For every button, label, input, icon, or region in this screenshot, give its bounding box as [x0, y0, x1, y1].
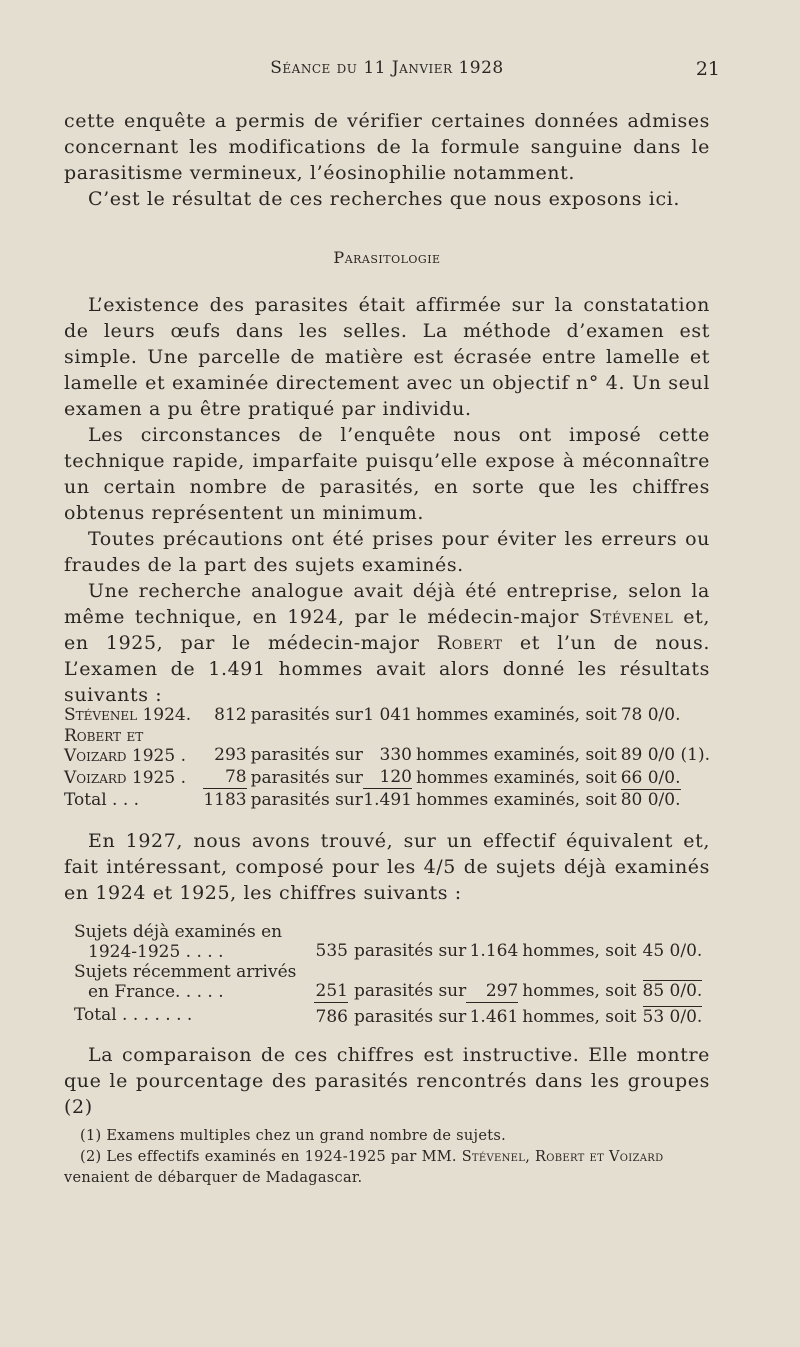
table-row: Voizard 1925 . 78 parasités sur 120 hommes examinés, soit 66 0/0. [64, 767, 681, 788]
intro-paragraph-1: cette enquête a permis de vérifier certaines données admises concernant les modifications de la formule sanguine dans le parasitisme vermineux, l’éosinophilie notamment. [64, 110, 710, 184]
section-paragraph-3: Toutes précautions ont été prises pour éviter les erreurs ou fraudes de la part des sujets examinés. [64, 528, 710, 576]
section-paragraph-1: L’existence des parasites était affirmée sur la constatation de leurs œufs dans les selles. La méthode d’examen est simple. Une parcelle de matière est écrasée entre lamelle et lamelle et examinée directement avec un objectif n° 4. Un seul examen a pu être pratiqué par individu. [64, 294, 710, 420]
footnote-1: (1) Examens multiples chez un grand nombre de sujets. [80, 1128, 507, 1144]
intro-paragraph-2: C’est le résultat de ces recherches que nous exposons ici. [88, 188, 680, 210]
table-row: Sujets déjà examinés en 1924-1925 . . . . 535 parasités sur 1.164 hommes, soit 45 0/0. [74, 922, 703, 962]
table-row: Sujets récemment arrivés en France. . . . . 251 parasités sur 297 hommes, soit 85 0/0. [74, 962, 703, 1002]
table-total-row: Total . . . 1183 parasités sur 1.491 hommes examinés, soit 80 0/0. [64, 790, 681, 810]
running-head [64, 58, 720, 88]
table-total-row: Total . . . . . . . 786 parasités sur 1.461 hommes, soit 53 0/0. [74, 1002, 702, 1028]
results-table-1924-1925 [64, 704, 710, 811]
section-paragraph-2: Les circonstances de l’enquête nous ont imposé cette technique rapide, imparfaite puisqu’elle expose à méconnaître un certain nombre de parasités, en sorte que les chiffres obtenus représentent un minimum. [64, 424, 710, 524]
footnotes [64, 1126, 710, 1189]
middle-text [64, 828, 710, 906]
author-name: Robert [436, 632, 503, 654]
table-row: Robert et Voizard 1925 . 293 parasités sur 330 hommes examinés, soit 89 0/0 (1). [64, 726, 710, 766]
author-name: Stévenel [588, 606, 674, 628]
table-row: Stévenel 1924. 812 parasités sur 1 041 hommes examinés, soit 78 0/0. [64, 705, 681, 725]
section-paragraph-4: Une recherche analogue avait déjà été entreprise, selon la même technique, en 1924, par le médecin-major Stévenel et, en 1925, par le médecin-major Robert et l’un de nous. L’examen de 1.491 hommes avait alors donné les résultats suivants : [64, 580, 711, 706]
closing-text [64, 1042, 710, 1120]
running-title: Séance du 11 Janvier 1928 [270, 58, 504, 78]
closing-paragraph: La comparaison de ces chiffres est instructive. Elle montre que le pourcentage des parasités rencontrés dans les groupes (2) [64, 1044, 710, 1118]
results-table-1927 [74, 922, 702, 1028]
intro-text [64, 108, 710, 212]
footnote-2: (2) Les effectifs examinés en 1924-1925 par MM. Stévenel, Robert et Voizard [80, 1149, 664, 1165]
page-number: 21 [695, 58, 720, 80]
middle-paragraph: En 1927, nous avons trouvé, sur un effectif équivalent et, fait intéressant, composé pour les 4/5 de sujets déjà examinés en 1924 et 1925, les chiffres suivants : [64, 830, 710, 904]
footnote-2-continued: venaient de débarquer de Madagascar. [64, 1170, 363, 1186]
section-text [64, 292, 710, 708]
section-heading: Parasitologie [333, 248, 441, 267]
